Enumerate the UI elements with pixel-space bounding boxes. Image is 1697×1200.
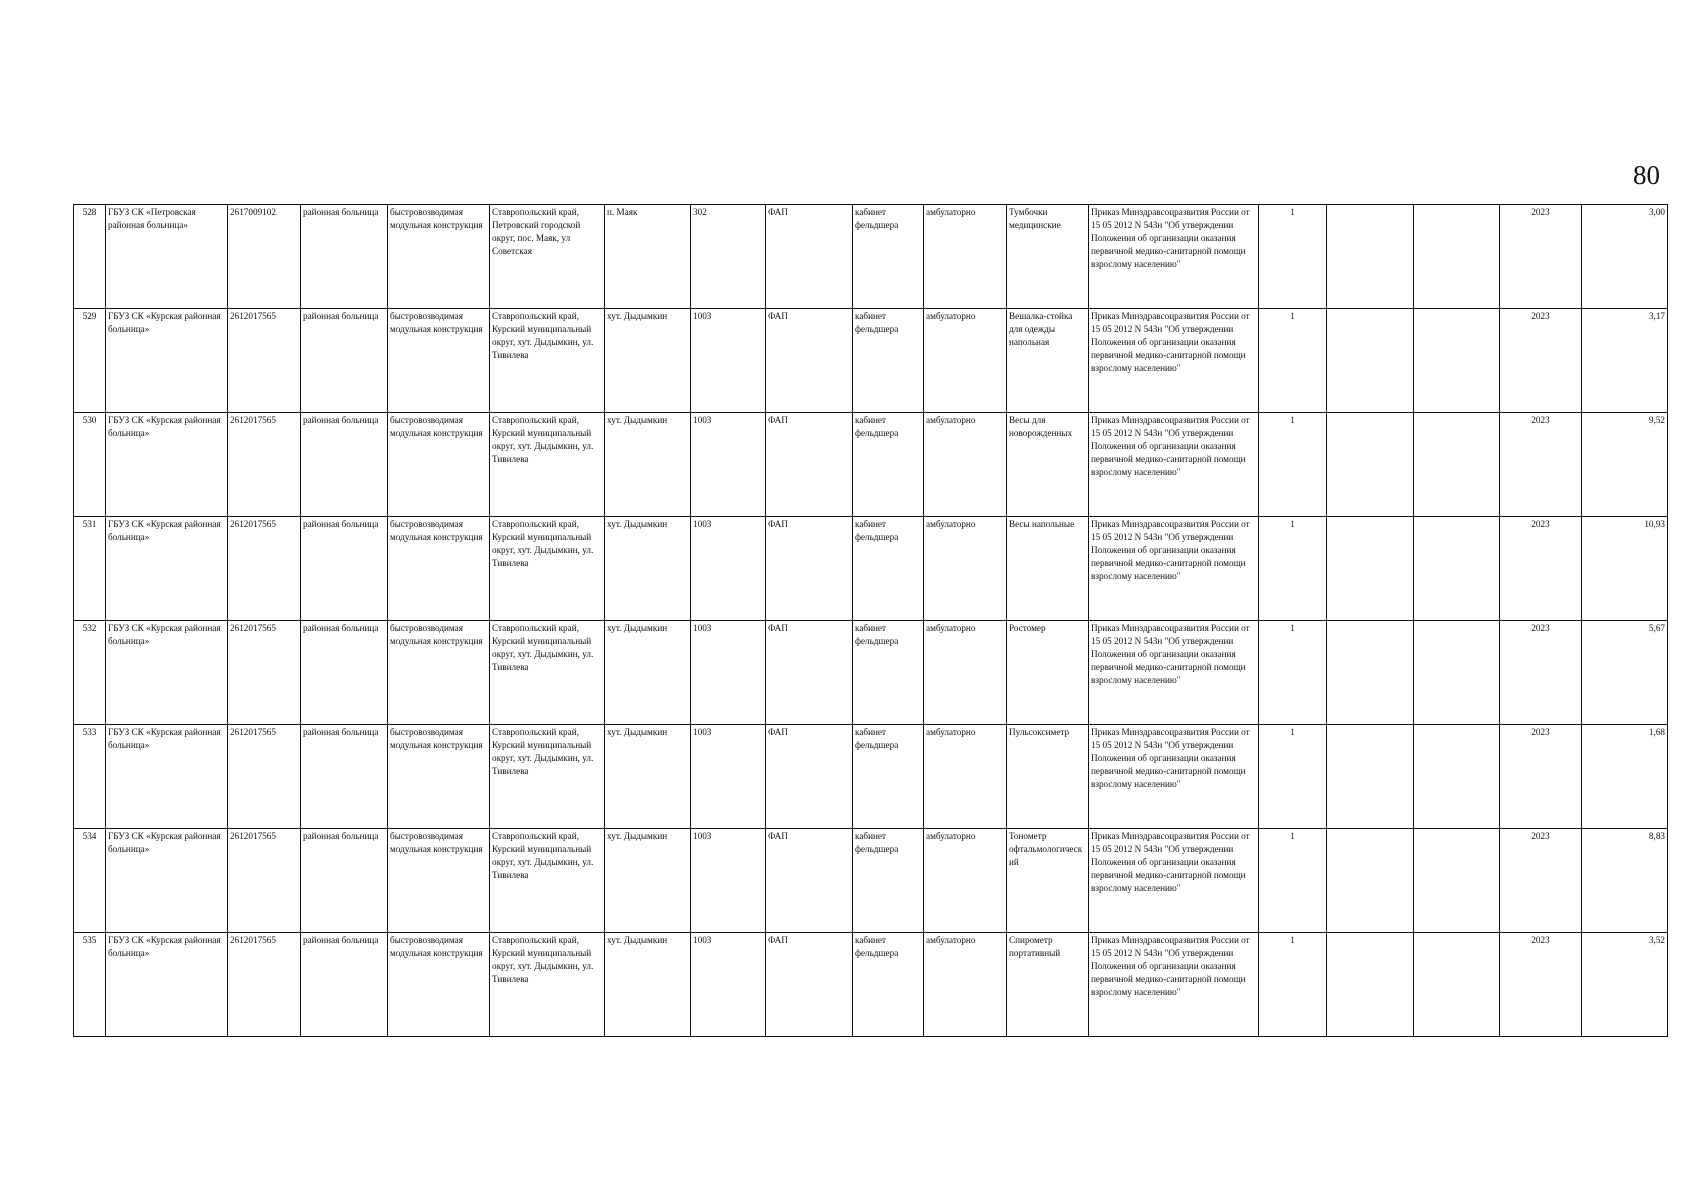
organization-cell: ГБУЗ СК «Курская районная больница»	[106, 621, 228, 725]
unit-cell: ФАП	[766, 517, 853, 621]
empty-cell	[1414, 829, 1500, 933]
regulation-cell: Приказ Минздравсоцразвития России от 15 05 2012 N 543н "Об утверждении Положения об организации оказания первичной медико-санитарной помощи взрослому населению"	[1089, 413, 1259, 517]
equipment-cell: Вешалка-стойка для одежды напольная	[1007, 309, 1089, 413]
inn-cell: 2612017565	[228, 829, 301, 933]
care-mode-cell: амбулаторно	[924, 725, 1007, 829]
room-cell: кабинет фельдшера	[853, 413, 924, 517]
facility-type-cell: районная больница	[301, 205, 388, 309]
room-cell: кабинет фельдшера	[853, 205, 924, 309]
inn-cell: 2612017565	[228, 725, 301, 829]
empty-cell	[1327, 205, 1414, 309]
code-cell: 1003	[691, 413, 766, 517]
regulation-cell: Приказ Минздравсоцразвития России от 15 05 2012 N 543н "Об утверждении Положения об организации оказания первичной медико-санитарной помощи взрослому населению"	[1089, 621, 1259, 725]
address-cell: Ставропольский край, Курский муниципальный округ, хут. Дыдымкин, ул. Тивилева	[490, 309, 605, 413]
organization-cell: ГБУЗ СК «Курская районная больница»	[106, 413, 228, 517]
year-cell: 2023	[1500, 829, 1582, 933]
table-row	[74, 829, 1668, 933]
organization-cell: ГБУЗ СК «Курская районная больница»	[106, 725, 228, 829]
code-cell: 1003	[691, 621, 766, 725]
inn-cell: 2617009102	[228, 205, 301, 309]
unit-cell: ФАП	[766, 621, 853, 725]
table-row	[74, 725, 1668, 829]
care-mode-cell: амбулаторно	[924, 309, 1007, 413]
building-type-cell: быстровозводимая модульная конструкция	[388, 413, 490, 517]
locality-cell: п. Маяк	[605, 205, 691, 309]
inn-cell: 2612017565	[228, 621, 301, 725]
table-row	[74, 517, 1668, 621]
facility-type-cell: районная больница	[301, 829, 388, 933]
inn-cell: 2612017565	[228, 933, 301, 1037]
year-cell: 2023	[1500, 205, 1582, 309]
locality-cell: хут. Дыдымкин	[605, 413, 691, 517]
locality-cell: хут. Дыдымкин	[605, 725, 691, 829]
facility-type-cell: районная больница	[301, 517, 388, 621]
unit-cell: ФАП	[766, 413, 853, 517]
facility-type-cell: районная больница	[301, 725, 388, 829]
building-type-cell: быстровозводимая модульная конструкция	[388, 933, 490, 1037]
code-cell: 1003	[691, 517, 766, 621]
empty-cell	[1414, 725, 1500, 829]
building-type-cell: быстровозводимая модульная конструкция	[388, 725, 490, 829]
row-number: 528	[74, 205, 106, 309]
address-cell: Ставропольский край, Курский муниципальный округ, хут. Дыдымкин, ул. Тивилева	[490, 621, 605, 725]
table-row	[74, 933, 1668, 1037]
regulation-cell: Приказ Минздравсоцразвития России от 15 05 2012 N 543н "Об утверждении Положения об организации оказания первичной медико-санитарной помощи взрослому населению"	[1089, 205, 1259, 309]
address-cell: Ставропольский край, Курский муниципальный округ, хут. Дыдымкин, ул. Тивилева	[490, 413, 605, 517]
organization-cell: ГБУЗ СК «Курская районная больница»	[106, 829, 228, 933]
code-cell: 1003	[691, 933, 766, 1037]
quantity-cell: 1	[1259, 933, 1327, 1037]
code-cell: 1003	[691, 829, 766, 933]
regulation-cell: Приказ Минздравсоцразвития России от 15 05 2012 N 543н "Об утверждении Положения об организации оказания первичной медико-санитарной помощи взрослому населению"	[1089, 829, 1259, 933]
amount-cell: 5,67	[1582, 621, 1668, 725]
amount-cell: 3,52	[1582, 933, 1668, 1037]
equipment-table	[73, 204, 1668, 1037]
building-type-cell: быстровозводимая модульная конструкция	[388, 309, 490, 413]
organization-cell: ГБУЗ СК «Курская районная больница»	[106, 309, 228, 413]
quantity-cell: 1	[1259, 205, 1327, 309]
regulation-cell: Приказ Минздравсоцразвития России от 15 05 2012 N 543н "Об утверждении Положения об организации оказания первичной медико-санитарной помощи взрослому населению"	[1089, 933, 1259, 1037]
building-type-cell: быстровозводимая модульная конструкция	[388, 621, 490, 725]
room-cell: кабинет фельдшера	[853, 517, 924, 621]
row-number: 532	[74, 621, 106, 725]
care-mode-cell: амбулаторно	[924, 413, 1007, 517]
address-cell: Ставропольский край, Курский муниципальный округ, хут. Дыдымкин, ул. Тивилева	[490, 933, 605, 1037]
regulation-cell: Приказ Минздравсоцразвития России от 15 05 2012 N 543н "Об утверждении Положения об организации оказания первичной медико-санитарной помощи взрослому населению"	[1089, 517, 1259, 621]
code-cell: 302	[691, 205, 766, 309]
table-row	[74, 205, 1668, 309]
room-cell: кабинет фельдшера	[853, 829, 924, 933]
quantity-cell: 1	[1259, 309, 1327, 413]
building-type-cell: быстровозводимая модульная конструкция	[388, 517, 490, 621]
care-mode-cell: амбулаторно	[924, 517, 1007, 621]
locality-cell: хут. Дыдымкин	[605, 829, 691, 933]
care-mode-cell: амбулаторно	[924, 205, 1007, 309]
facility-type-cell: районная больница	[301, 933, 388, 1037]
care-mode-cell: амбулаторно	[924, 829, 1007, 933]
amount-cell: 8,83	[1582, 829, 1668, 933]
row-number: 533	[74, 725, 106, 829]
amount-cell: 10,93	[1582, 517, 1668, 621]
room-cell: кабинет фельдшера	[853, 309, 924, 413]
page-number: 80	[1633, 160, 1660, 190]
quantity-cell: 1	[1259, 621, 1327, 725]
quantity-cell: 1	[1259, 517, 1327, 621]
organization-cell: ГБУЗ СК «Курская районная больница»	[106, 517, 228, 621]
amount-cell: 3,17	[1582, 309, 1668, 413]
unit-cell: ФАП	[766, 309, 853, 413]
organization-cell: ГБУЗ СК «Курская районная больница»	[106, 933, 228, 1037]
equipment-cell: Тонометр офтальмологический	[1007, 829, 1089, 933]
equipment-cell: Весы напольные	[1007, 517, 1089, 621]
inn-cell: 2612017565	[228, 517, 301, 621]
empty-cell	[1414, 621, 1500, 725]
empty-cell	[1414, 205, 1500, 309]
row-number: 529	[74, 309, 106, 413]
unit-cell: ФАП	[766, 725, 853, 829]
empty-cell	[1414, 413, 1500, 517]
inn-cell: 2612017565	[228, 309, 301, 413]
locality-cell: хут. Дыдымкин	[605, 517, 691, 621]
address-cell: Ставропольский край, Курский муниципальный округ, хут. Дыдымкин, ул. Тивилева	[490, 517, 605, 621]
address-cell: Ставропольский край, Петровский городской округ, пос. Маяк, ул Советская	[490, 205, 605, 309]
address-cell: Ставропольский край, Курский муниципальный округ, хут. Дыдымкин, ул. Тивилева	[490, 725, 605, 829]
equipment-cell: Ростомер	[1007, 621, 1089, 725]
amount-cell: 3,00	[1582, 205, 1668, 309]
amount-cell: 1,68	[1582, 725, 1668, 829]
equipment-cell: Тумбочки медицинские	[1007, 205, 1089, 309]
row-number: 530	[74, 413, 106, 517]
empty-cell	[1414, 517, 1500, 621]
building-type-cell: быстровозводимая модульная конструкция	[388, 829, 490, 933]
unit-cell: ФАП	[766, 933, 853, 1037]
empty-cell	[1327, 829, 1414, 933]
row-number: 534	[74, 829, 106, 933]
year-cell: 2023	[1500, 725, 1582, 829]
care-mode-cell: амбулаторно	[924, 621, 1007, 725]
address-cell: Ставропольский край, Курский муниципальный округ, хут. Дыдымкин, ул. Тивилева	[490, 829, 605, 933]
row-number: 535	[74, 933, 106, 1037]
facility-type-cell: районная больница	[301, 309, 388, 413]
regulation-cell: Приказ Минздравсоцразвития России от 15 05 2012 N 543н "Об утверждении Положения об организации оказания первичной медико-санитарной помощи взрослому населению"	[1089, 309, 1259, 413]
facility-type-cell: районная больница	[301, 413, 388, 517]
locality-cell: хут. Дыдымкин	[605, 309, 691, 413]
room-cell: кабинет фельдшера	[853, 621, 924, 725]
room-cell: кабинет фельдшера	[853, 725, 924, 829]
empty-cell	[1414, 933, 1500, 1037]
inn-cell: 2612017565	[228, 413, 301, 517]
row-number: 531	[74, 517, 106, 621]
quantity-cell: 1	[1259, 725, 1327, 829]
empty-cell	[1414, 309, 1500, 413]
organization-cell: ГБУЗ СК «Петровская районная больница»	[106, 205, 228, 309]
unit-cell: ФАП	[766, 205, 853, 309]
table-row	[74, 621, 1668, 725]
empty-cell	[1327, 413, 1414, 517]
code-cell: 1003	[691, 725, 766, 829]
table-row	[74, 309, 1668, 413]
amount-cell: 9,52	[1582, 413, 1668, 517]
care-mode-cell: амбулаторно	[924, 933, 1007, 1037]
equipment-cell: Весы для новорожденных	[1007, 413, 1089, 517]
code-cell: 1003	[691, 309, 766, 413]
year-cell: 2023	[1500, 621, 1582, 725]
table-row	[74, 413, 1668, 517]
year-cell: 2023	[1500, 413, 1582, 517]
empty-cell	[1327, 933, 1414, 1037]
unit-cell: ФАП	[766, 829, 853, 933]
year-cell: 2023	[1500, 309, 1582, 413]
empty-cell	[1327, 517, 1414, 621]
facility-type-cell: районная больница	[301, 621, 388, 725]
regulation-cell: Приказ Минздравсоцразвития России от 15 05 2012 N 543н "Об утверждении Положения об организации оказания первичной медико-санитарной помощи взрослому населению"	[1089, 725, 1259, 829]
locality-cell: хут. Дыдымкин	[605, 621, 691, 725]
year-cell: 2023	[1500, 517, 1582, 621]
room-cell: кабинет фельдшера	[853, 933, 924, 1037]
equipment-cell: Спирометр портативный	[1007, 933, 1089, 1037]
empty-cell	[1327, 725, 1414, 829]
equipment-cell: Пульсоксиметр	[1007, 725, 1089, 829]
locality-cell: хут. Дыдымкин	[605, 933, 691, 1037]
quantity-cell: 1	[1259, 829, 1327, 933]
building-type-cell: быстровозводимая модульная конструкция	[388, 205, 490, 309]
empty-cell	[1327, 621, 1414, 725]
quantity-cell: 1	[1259, 413, 1327, 517]
empty-cell	[1327, 309, 1414, 413]
year-cell: 2023	[1500, 933, 1582, 1037]
